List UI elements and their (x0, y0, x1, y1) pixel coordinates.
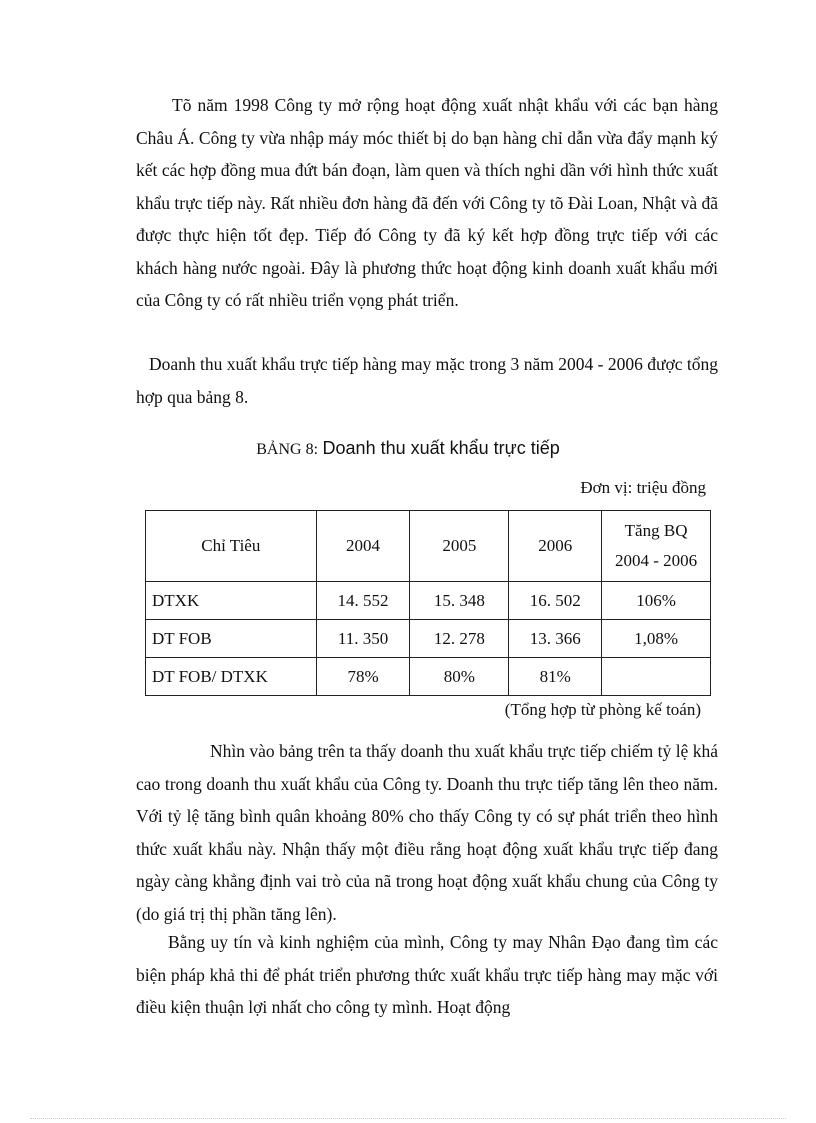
cell-growth: 1,08% (602, 620, 711, 658)
table-unit-note: Đơn vị: triệu đồng (580, 478, 706, 497)
table-caption-number: BẢNG 8: (256, 441, 319, 458)
page-bottom-divider (30, 1118, 786, 1119)
header-2006: 2006 (509, 511, 602, 582)
table-caption (0, 438, 816, 459)
header-2004: 2004 (316, 511, 410, 582)
cell-2006: 81% (509, 658, 602, 696)
header-growth-line1: Tăng BQ (624, 521, 688, 540)
header-growth-line2: 2004 - 2006 (614, 551, 698, 570)
table-caption-title: Doanh thu xuất khẩu trực tiếp (322, 438, 560, 458)
cell-2004: 14. 552 (316, 582, 410, 620)
header-growth (602, 511, 711, 582)
header-indicator: Chỉ Tiêu (146, 511, 317, 582)
cell-2004: 78% (316, 658, 410, 696)
table-row (146, 582, 711, 620)
cell-growth: 106% (602, 582, 711, 620)
cell-2005: 12. 278 (410, 620, 509, 658)
cell-2005: 80% (410, 658, 509, 696)
paragraph-expansion-asia: Tõ năm 1998 Công ty mở rộng hoạt động xuất nhật khẩu với các bạn hàng Châu Á. Công ty vừa nhập máy móc thiết bị do bạn hàng chỉ dẫn vừa đẩy mạnh ký kết các hợp đồng mua đứt bán đoạn, làm quen và thích nghi dần với hình thức xuất khẩu trực tiếp này. Rất nhiều đơn hàng đã đến với Công ty tõ Đài Loan, Nhật và đã được thực hiện tốt đẹp. Tiếp đó Công ty đã ký kết hợp đồng trực tiếp với các khách hàng nước ngoài. Đây là phương thức hoạt động kinh doanh xuất khẩu mới của Công ty có rất nhiều triển vọng phát triển. (136, 95, 718, 310)
cell-2006: 13. 366 (509, 620, 602, 658)
table-header-row (146, 511, 711, 582)
cell-growth (602, 658, 711, 696)
table-row (146, 658, 711, 696)
table-source-note: (Tổng hợp từ phòng kế toán) (504, 700, 701, 719)
row-label: DT FOB/ DTXK (146, 658, 317, 696)
row-label: DTXK (146, 582, 317, 620)
header-2005: 2005 (410, 511, 509, 582)
paragraph-conclusion: Bằng uy tín và kinh nghiệm của mình, Công ty may Nhân Đạo đang tìm các biện pháp khả thi để phát triển phương thức xuất khẩu trực tiếp hàng may mặc với điều kiện thuận lợi nhất cho công ty mình. Hoạt động (136, 932, 718, 1017)
paragraph-analysis: Nhìn vào bảng trên ta thấy doanh thu xuất khẩu trực tiếp chiếm tỷ lệ khá cao trong doanh thu xuất khẩu của Công ty. Doanh thu trực tiếp tăng lên theo năm. Với tỷ lệ tăng bình quân khoảng 80% cho thấy Công ty có sự phát triển theo hình thức xuất khẩu này. Nhận thấy một điều rằng hoạt động xuất khẩu trực tiếp đang ngày càng khẳng định vai trò của nã trong hoạt động xuất khẩu chung của Công ty (do giá trị thị phần tăng lên). (136, 741, 718, 924)
cell-2005: 15. 348 (410, 582, 509, 620)
cell-2006: 16. 502 (509, 582, 602, 620)
revenue-table (145, 510, 711, 696)
table-row (146, 620, 711, 658)
paragraph-table-intro: Doanh thu xuất khẩu trực tiếp hàng may mặc trong 3 năm 2004 - 2006 được tổng hợp qua bảng 8. (136, 354, 718, 407)
cell-2004: 11. 350 (316, 620, 410, 658)
row-label: DT FOB (146, 620, 317, 658)
